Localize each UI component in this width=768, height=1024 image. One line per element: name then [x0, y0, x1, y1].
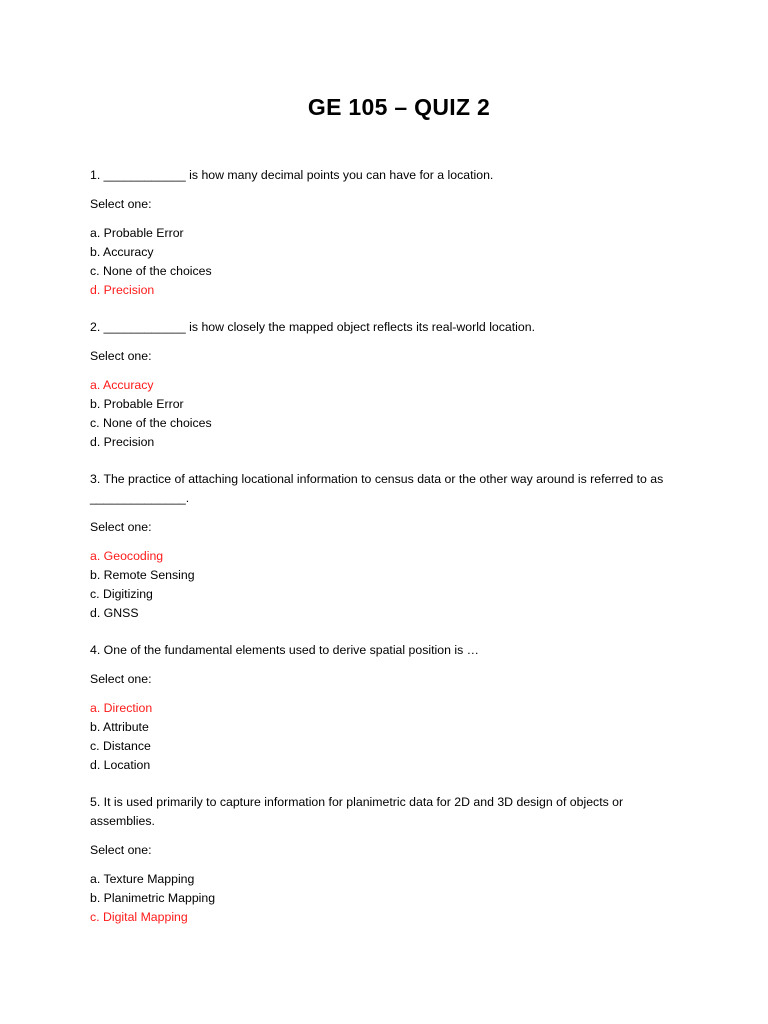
question-2-text: 2. ____________ is how closely the mapped object reflects its real-world location.: [90, 320, 535, 334]
question-2-option-c: c. None of the choices: [90, 416, 212, 430]
question-3-option-b: b. Remote Sensing: [90, 568, 195, 582]
question-4-option-a-correct: a. Direction: [90, 701, 153, 715]
question-5-option-b: b. Planimetric Mapping: [90, 891, 216, 905]
question-2-option-b: b. Probable Error: [90, 397, 184, 411]
question-3-option-d: d. GNSS: [90, 606, 139, 620]
question-5-select-label: Select one:: [90, 843, 152, 857]
question-2-select-label: Select one:: [90, 349, 152, 363]
question-3-select-label: Select one:: [90, 520, 152, 534]
question-1-option-b: b. Accuracy: [90, 245, 154, 259]
question-1-option-c: c. None of the choices: [90, 264, 212, 278]
question-4-option-c: c. Distance: [90, 739, 151, 753]
question-2-option-d: d. Precision: [90, 435, 155, 449]
question-4-option-d: d. Location: [90, 758, 151, 772]
question-3-option-c: c. Digitizing: [90, 587, 153, 601]
question-4-select-label: Select one:: [90, 672, 152, 686]
question-1-option-a: a. Probable Error: [90, 226, 184, 240]
question-5-option-a: a. Texture Mapping: [90, 872, 195, 886]
question-3-option-a-correct: a. Geocoding: [90, 549, 164, 563]
question-2-option-a-correct: a. Accuracy: [90, 378, 154, 392]
question-5-text: 5. It is used primarily to capture information for planimetric data for 2D and 3D design of objects or assemblies.: [90, 795, 624, 828]
question-4-option-b: b. Attribute: [90, 720, 149, 734]
question-5-option-c-correct: c. Digital Mapping: [90, 910, 188, 924]
question-1-text: 1. ____________ is how many decimal points you can have for a location.: [90, 168, 494, 182]
question-3-text: 3. The practice of attaching locational information to census data or the other way around is referred to as ______________.: [90, 472, 664, 505]
question-1-select-label: Select one:: [90, 197, 152, 211]
question-4-text: 4. One of the fundamental elements used to derive spatial position is …: [90, 643, 479, 657]
question-1-option-d-correct: d. Precision: [90, 283, 155, 297]
page-title: GE 105 – QUIZ 2: [307, 94, 491, 120]
